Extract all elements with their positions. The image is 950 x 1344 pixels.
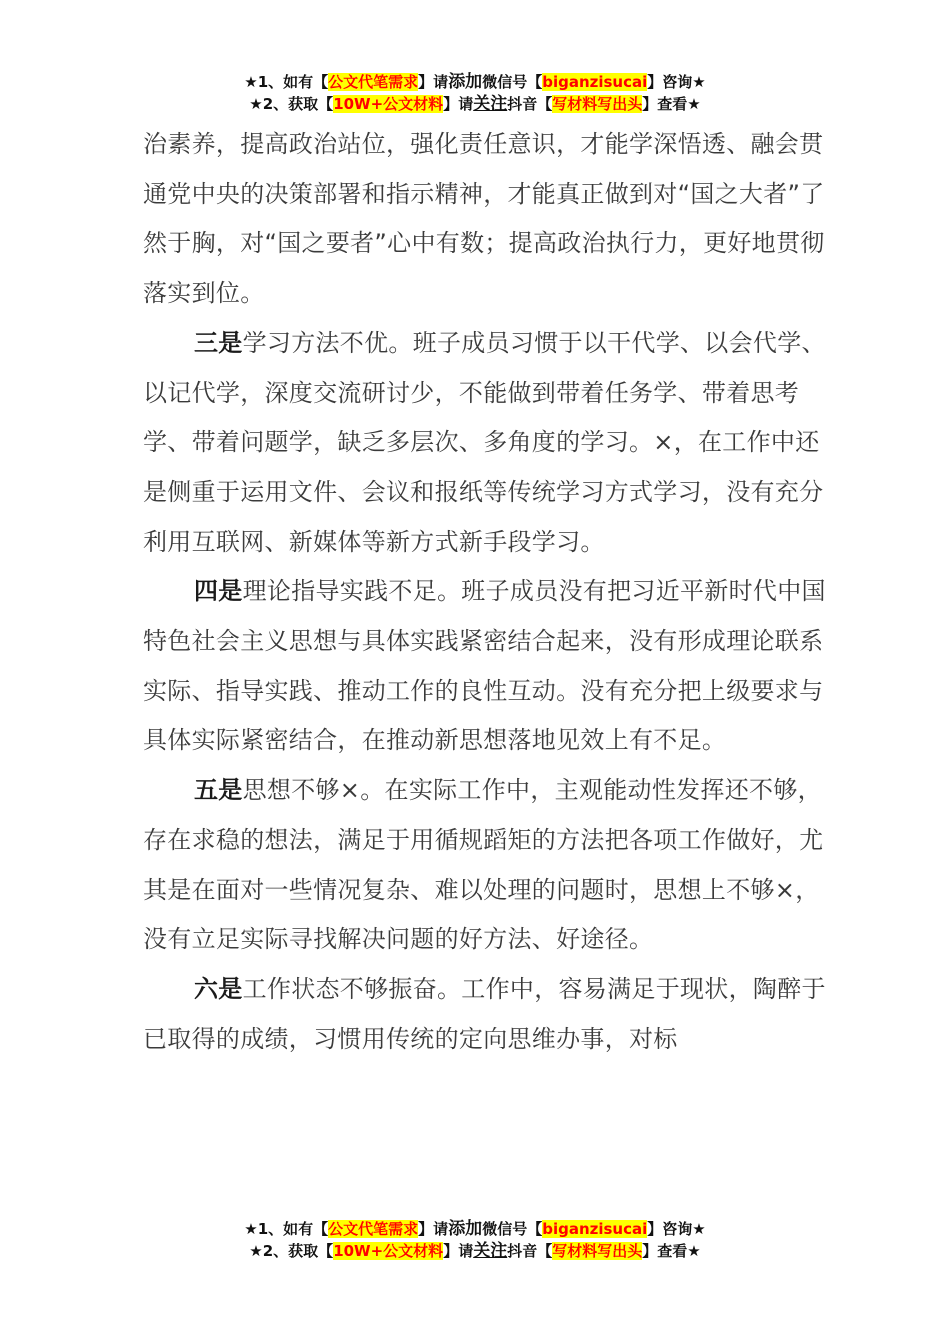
banner-line-1: ★1、如有【公文代笔需求】请添加微信号【biganzisucai】咨询★ [244, 1219, 706, 1239]
document-body [143, 120, 833, 1064]
highlight-wechat-id: biganzisucai [542, 73, 648, 91]
paragraph-item-3: 三是学习方法不优。班子成员习惯于以干代学、以会代学、以记代学，深度交流研讨少，不能做到带着任务学、带着思考学、带着问题学，缺乏多层次、多角度的学习。×，在工作中还是侧重于运用文件、会议和报纸等传统学习方式学习，没有充分利用互联网、新媒体等新方式新手段学习。 [143, 328, 826, 556]
item-lead: 三是 [194, 328, 243, 357]
highlight-materials: 10W+公文材料 [333, 95, 444, 113]
highlight-douyin-account: 写材料写出头 [552, 1242, 643, 1260]
paragraph-continuation: 治素养，提高政治站位，强化责任意识，才能学深悟透、融会贯通党中央的决策部署和指示精神，才能真正做到对“国之大者”了然于胸，对“国之要者”心中有数；提高政治执行力，更好地贯彻落实到位。 [143, 130, 825, 308]
paragraph-item-5: 五是思想不够×。在实际工作中，主观能动性发挥还不够，存在求稳的想法，满足于用循规蹈矩的方法把各项工作做好，尤其是在面对一些情况复杂、难以处理的问题时，思想上不够×，没有立足实际寻找解决问题的好方法、好途径。 [143, 776, 824, 954]
highlight-materials: 10W+公文材料 [333, 1242, 444, 1260]
banner-line-2: ★2、获取【10W+公文材料】请关注抖音【写材料写出头】查看★ [249, 1241, 701, 1261]
header-banner [0, 71, 950, 115]
item-lead: 四是 [194, 577, 243, 606]
highlight-service: 公文代笔需求 [328, 73, 419, 91]
paragraph-item-6: 六是工作状态不够振奋。工作中，容易满足于现状，陶醉于已取得的成绩，习惯用传统的定向思维办事，对标 [143, 974, 826, 1053]
highlight-service: 公文代笔需求 [328, 1220, 419, 1238]
banner-line-2: ★2、获取【10W+公文材料】请关注抖音【写材料写出头】查看★ [249, 94, 701, 114]
item-lead: 五是 [194, 776, 243, 805]
banner-line-1: ★1、如有【公文代笔需求】请添加微信号【biganzisucai】咨询★ [244, 72, 706, 92]
footer-banner [0, 1218, 950, 1262]
highlight-wechat-id: biganzisucai [542, 1220, 648, 1238]
paragraph-item-4: 四是理论指导实践不足。班子成员没有把习近平新时代中国特色社会主义思想与具体实践紧密结合起来，没有形成理论联系实际、指导实践、推动工作的良性互动。没有充分把上级要求与具体实际紧密结合，在推动新思想落地见效上有不足。 [143, 577, 826, 755]
highlight-douyin-account: 写材料写出头 [552, 95, 643, 113]
item-lead: 六是 [194, 974, 243, 1003]
